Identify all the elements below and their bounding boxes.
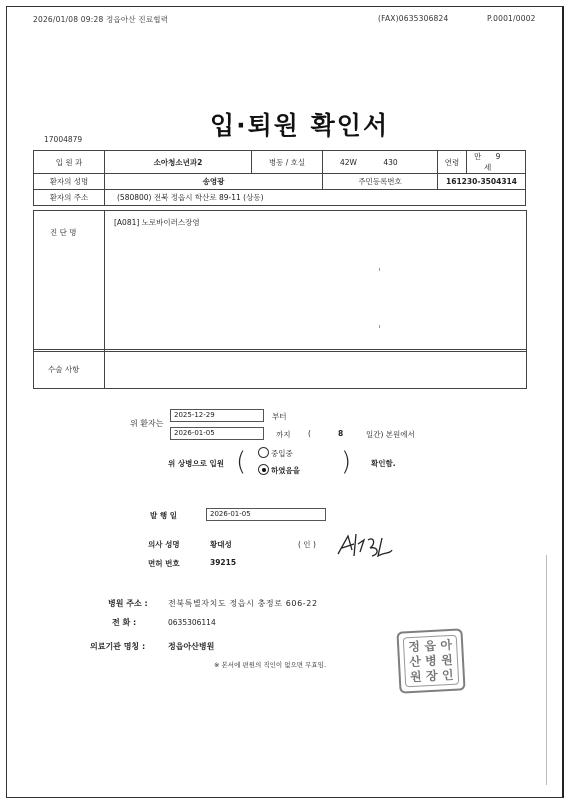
surgery-label: 수술 사항 [48, 365, 80, 374]
diagnosis-section [33, 210, 527, 352]
address-label: 환자의 주소 [34, 190, 105, 206]
seal-label: ( 인 ) [298, 540, 316, 549]
scan-edge-line [546, 555, 547, 785]
paren-open: ( [308, 429, 311, 438]
open-paren-icon: ( [236, 447, 247, 477]
fax-page: P.0001/0002 [487, 14, 536, 23]
radio-current[interactable] [258, 447, 269, 458]
diagnosis-value: [A081] 노로바이러스장염 [114, 218, 200, 227]
reason-label: 위 상병으로 입원 [168, 459, 224, 468]
ward-label: 병동 / 호실 [252, 151, 323, 174]
doctor-label: 의사 성명 [148, 540, 180, 549]
age-cell [467, 151, 526, 174]
end-date: 2026-01-05 [170, 427, 264, 440]
days-value: 8 [338, 429, 344, 438]
seal-glyph: 원 [409, 669, 422, 684]
option-current-label: 중입중 [271, 449, 293, 458]
doc-number: 17004879 [44, 135, 83, 144]
radio-done[interactable] [258, 464, 269, 475]
patient-label: 위 환자는 [130, 419, 164, 428]
name-label: 환자의 성명 [34, 174, 105, 190]
rrn-label: 주민등록번호 [323, 174, 438, 190]
from-label: 부터 [272, 412, 287, 421]
diagnosis-label: 진 단 명 [50, 228, 77, 237]
issue-date: 2026-01-05 [206, 508, 326, 521]
name-value: 송영광 [105, 174, 323, 190]
seal-glyph: 인 [441, 667, 454, 682]
option-done-label: 하였음을 [271, 466, 300, 475]
fax-number: (FAX)0635306824 [378, 14, 449, 23]
close-paren-icon: ) [341, 447, 352, 477]
age-label: 연령 [438, 151, 467, 174]
hospital-address-value: 전북특별자치도 정읍시 충정로 606-22 [168, 599, 318, 608]
days-suffix: 일간) 본원에서 [366, 430, 415, 439]
fax-datetime: 2026/01/08 09:28 정읍아산 진료협력 [33, 15, 169, 24]
issue-label: 발 행 일 [150, 511, 177, 520]
seal-glyph: 산 [408, 654, 422, 669]
seal-glyphs [403, 635, 460, 688]
rrn-value: 161230-3504314 [438, 174, 526, 190]
seal-glyph: 정 [408, 639, 421, 654]
seal-glyph: 장 [425, 668, 438, 683]
surgery-section [33, 349, 527, 389]
department-value: 소아청소년과2 [105, 151, 252, 174]
start-date: 2025-12-29 [170, 409, 264, 422]
ward-value: 42W [340, 157, 357, 167]
age-unit: 세 [484, 163, 492, 172]
license-label: 면허 번호 [148, 559, 180, 568]
hospital-name-label: 의료기관 명칭 : [90, 642, 146, 651]
ward-room-cell [323, 151, 438, 174]
address-value: (580800) 전북 정읍시 학산로 89-11 (상동) [105, 190, 526, 206]
hospital-address-label: 병원 주소 : [108, 599, 148, 608]
seal-glyph: 원 [440, 652, 454, 667]
page-title: 입·퇴원 확인서 [210, 111, 390, 140]
hospital-seal-stamp [396, 628, 465, 693]
doctor-name: 황대성 [210, 540, 232, 549]
until-label: 까지 [276, 430, 291, 439]
hospital-phone-value: 0635306114 [168, 618, 216, 627]
license-number: 39215 [210, 558, 237, 567]
seal-glyph: 병 [424, 653, 438, 668]
seal-glyph: 아 [440, 637, 453, 652]
seal-glyph: 읍 [424, 638, 437, 653]
patient-info-table [33, 150, 526, 206]
hospital-phone-label: 전 화 : [112, 618, 137, 627]
age-prefix: 만 [474, 152, 482, 161]
room-value: 430 [383, 157, 398, 167]
scan-speck [379, 325, 380, 328]
department-label: 입 원 과 [34, 151, 105, 174]
hospital-name-value: 정읍아산병원 [168, 642, 215, 651]
doctor-signature [334, 530, 396, 560]
confirm-label: 확인함. [371, 459, 396, 468]
age-value: 9 [495, 152, 501, 161]
validity-note: ※ 본서에 편원의 직인이 없으면 무효임. [214, 661, 327, 669]
scan-speck [379, 268, 380, 271]
